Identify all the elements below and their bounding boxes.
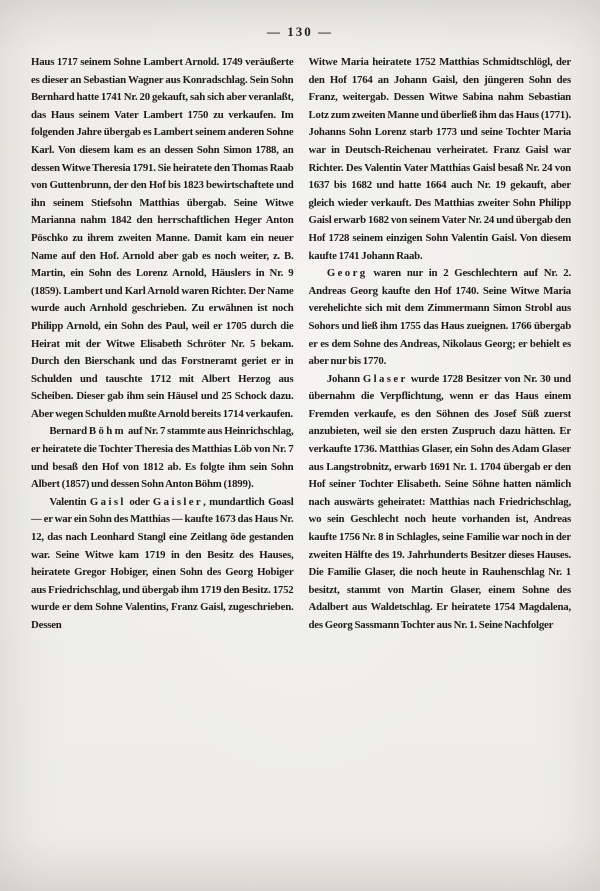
text-run: Valentin bbox=[49, 495, 90, 508]
text-run: wurde 1728 Besitzer von Nr. 30 und übernahm die Verpflichtung, wenn er das Haus einem Fremden verkaufe, es den Söhnen des Josef Süß zuerst anzubieten, weil sie den ersten Zuspruch dazu hätten. Er verkaufte 1736. Matthias Glaser, ein Sohn des Adam Glaser aus Langstrobnitz, erwarb 1691 Nr. 1. 1704 übergab er den Hof seiner Tochter Elisabeth. Seine Söhne hatten nämlich nach auswärts geheiratet: Matthias nach Friedrichschlag, wo sein Geschlecht noch heute vorhanden ist, Andreas kaufte 1756 Nr. 8 in Schlagles, seine Familie war noch in der zweiten Hälfte des 19. Jahrhunderts Besitzer dieses Hauses. Die Familie Glaser, die noch heute in Rauhenschlag Nr. 1 besitzt, stammt von Martin Glaser, einem Sohne des Adalbert aus Waldetschlag. Er heiratete 1754 Magdalena, des Georg Sassmann Tochter aus Nr. 1. Seine Nachfolger bbox=[308, 372, 571, 631]
text-run: Johann bbox=[326, 372, 363, 385]
text-columns bbox=[0, 40, 600, 870]
paragraph bbox=[309, 371, 572, 635]
text-run: waren nur in 2 Geschlechtern auf Nr. 2. Andreas Georg kaufte den Hof 1740. Seine Witwe Maria verehelichte sich mit dem Zimmermann Simon Strobl aus Sohors und ließ ihm 1755 das Haus zueignen. 1766 übergab er es dem Sohne des Andreas, Nikolaus Georg; er behielt es aber nur bis 1770. bbox=[308, 267, 571, 368]
text-run: Bernard bbox=[49, 425, 89, 438]
text-run: auf Nr. 7 stammte aus Heinrichschlag, er heiratete die Tochter Theresia des Matthias Löb von Nr. 7 und besaß den Hof von 1812 ab. Es folgte ihm sein Sohn Albert (1857) und dessen Sohn Anton Böhm (1899). bbox=[31, 425, 294, 491]
emphasized-name: Gaisler bbox=[152, 495, 204, 508]
column-left bbox=[31, 54, 294, 870]
paragraph bbox=[31, 423, 294, 493]
emphasized-name: Gaisl bbox=[89, 495, 126, 508]
text-run: oder bbox=[125, 495, 153, 508]
paragraph bbox=[31, 494, 294, 635]
paragraph bbox=[31, 54, 294, 423]
emphasized-name: Böhm bbox=[88, 425, 127, 438]
emphasized-name: Glaser bbox=[362, 372, 408, 385]
paragraph bbox=[309, 265, 572, 371]
text-run: , mundartlich Goasl — er war ein Sohn des Matthias — kaufte 1673 das Haus Nr. 12, das nach Leonhard Stangl eine Zeitlang öde gestanden war. Seine Witwe kam 1719 in den Besitz des Hauses, heiratete Gregor Hobiger, einen Sohn des Georg Hobiger aus Friedrichschlag, und übergab ihm 1719 den Besitz. 1752 wurde er dem Sohne Valentins, Franz Gaisl, zugeschrieben. Dessen bbox=[31, 495, 294, 631]
text-run: Witwe Maria heiratete 1752 Matthias Schmidtschlögl, der den Hof 1764 an Johann Gaisl, den jüngeren Sohn des Franz, weitergab. Dessen Witwe Sabina nahm Sebastian Lotz zum zweiten Manne und überließ ihm das Haus (1771). Johanns Sohn Lorenz starb 1773 und seine Tochter Maria war in Deutsch-Reichenau verheiratet. Franz Gaisl war Richter. Des Valentin Vater Matthias Gaisl besaß Nr. 24 von 1637 bis 1682 und hatte 1664 auch Nr. 19 gekauft, aber gleich wieder verkauft. Des Matthias zweiter Sohn Philipp Gaisl erwarb 1682 von seinem Vater Nr. 24 und übergab den Hof 1728 seinem einzigen Sohn Valentin Gaisl. Von diesem kaufte 1741 Johann Raab. bbox=[308, 56, 571, 262]
column-right bbox=[309, 54, 572, 870]
paragraph bbox=[309, 54, 572, 265]
emphasized-name: Georg bbox=[326, 267, 368, 280]
text-run: Haus 1717 seinem Sohne Lambert Arnold. 1749 veräußerte es dieser an Sebastian Wagner aus Konradschlag. Sein Sohn Bernhard hatte 1741 Nr. 20 gekauft, sah sich aber veranlaßt, das Haus seinem Vater Lambert 1750 zu verkaufen. Im folgenden Jahre übergab es Lambert seinem anderen Sohne Karl. Von diesem kam es an dessen Sohn Simon 1788, an dessen Witwe Theresia 1791. Sie heiratete den Thomas Raab von Guttenbrunn, der den Hof bis 1823 bewirtschaftete und ihn seinem Stiefsohn Matthias übergab. Seine Witwe Marianna nahm 1842 den herrschaftlichen Heger Anton Pöschko zu ihrem zweiten Manne. Damit kam ein neuer Name auf den Hof. Arnold aber gab es noch weiter, z. B. Martin, ein Sohn des Lorenz Arnold, Häuslers in Nr. 9 (1859). Lambert und Karl Arnold waren Richter. Der Name wurde auch Arnhold geschrieben. Zu erwähnen ist noch Philipp Arnold, ein Sohn des Paul, weil er 1705 durch die Heirat mit der Witwe Elisabeth Schröter Nr. 5 bekam. Durch den Bierschank und das Forstneramt geriet er in Schulden und tauschte 1712 mit Albert Herzog aus Scheiben. Dieser gab ihm sein Häusel und 25 Schock dazu. Aber wegen Schulden mußte Arnold bereits 1714 verkaufen. bbox=[31, 56, 294, 420]
page-number: — 130 — bbox=[267, 24, 333, 39]
